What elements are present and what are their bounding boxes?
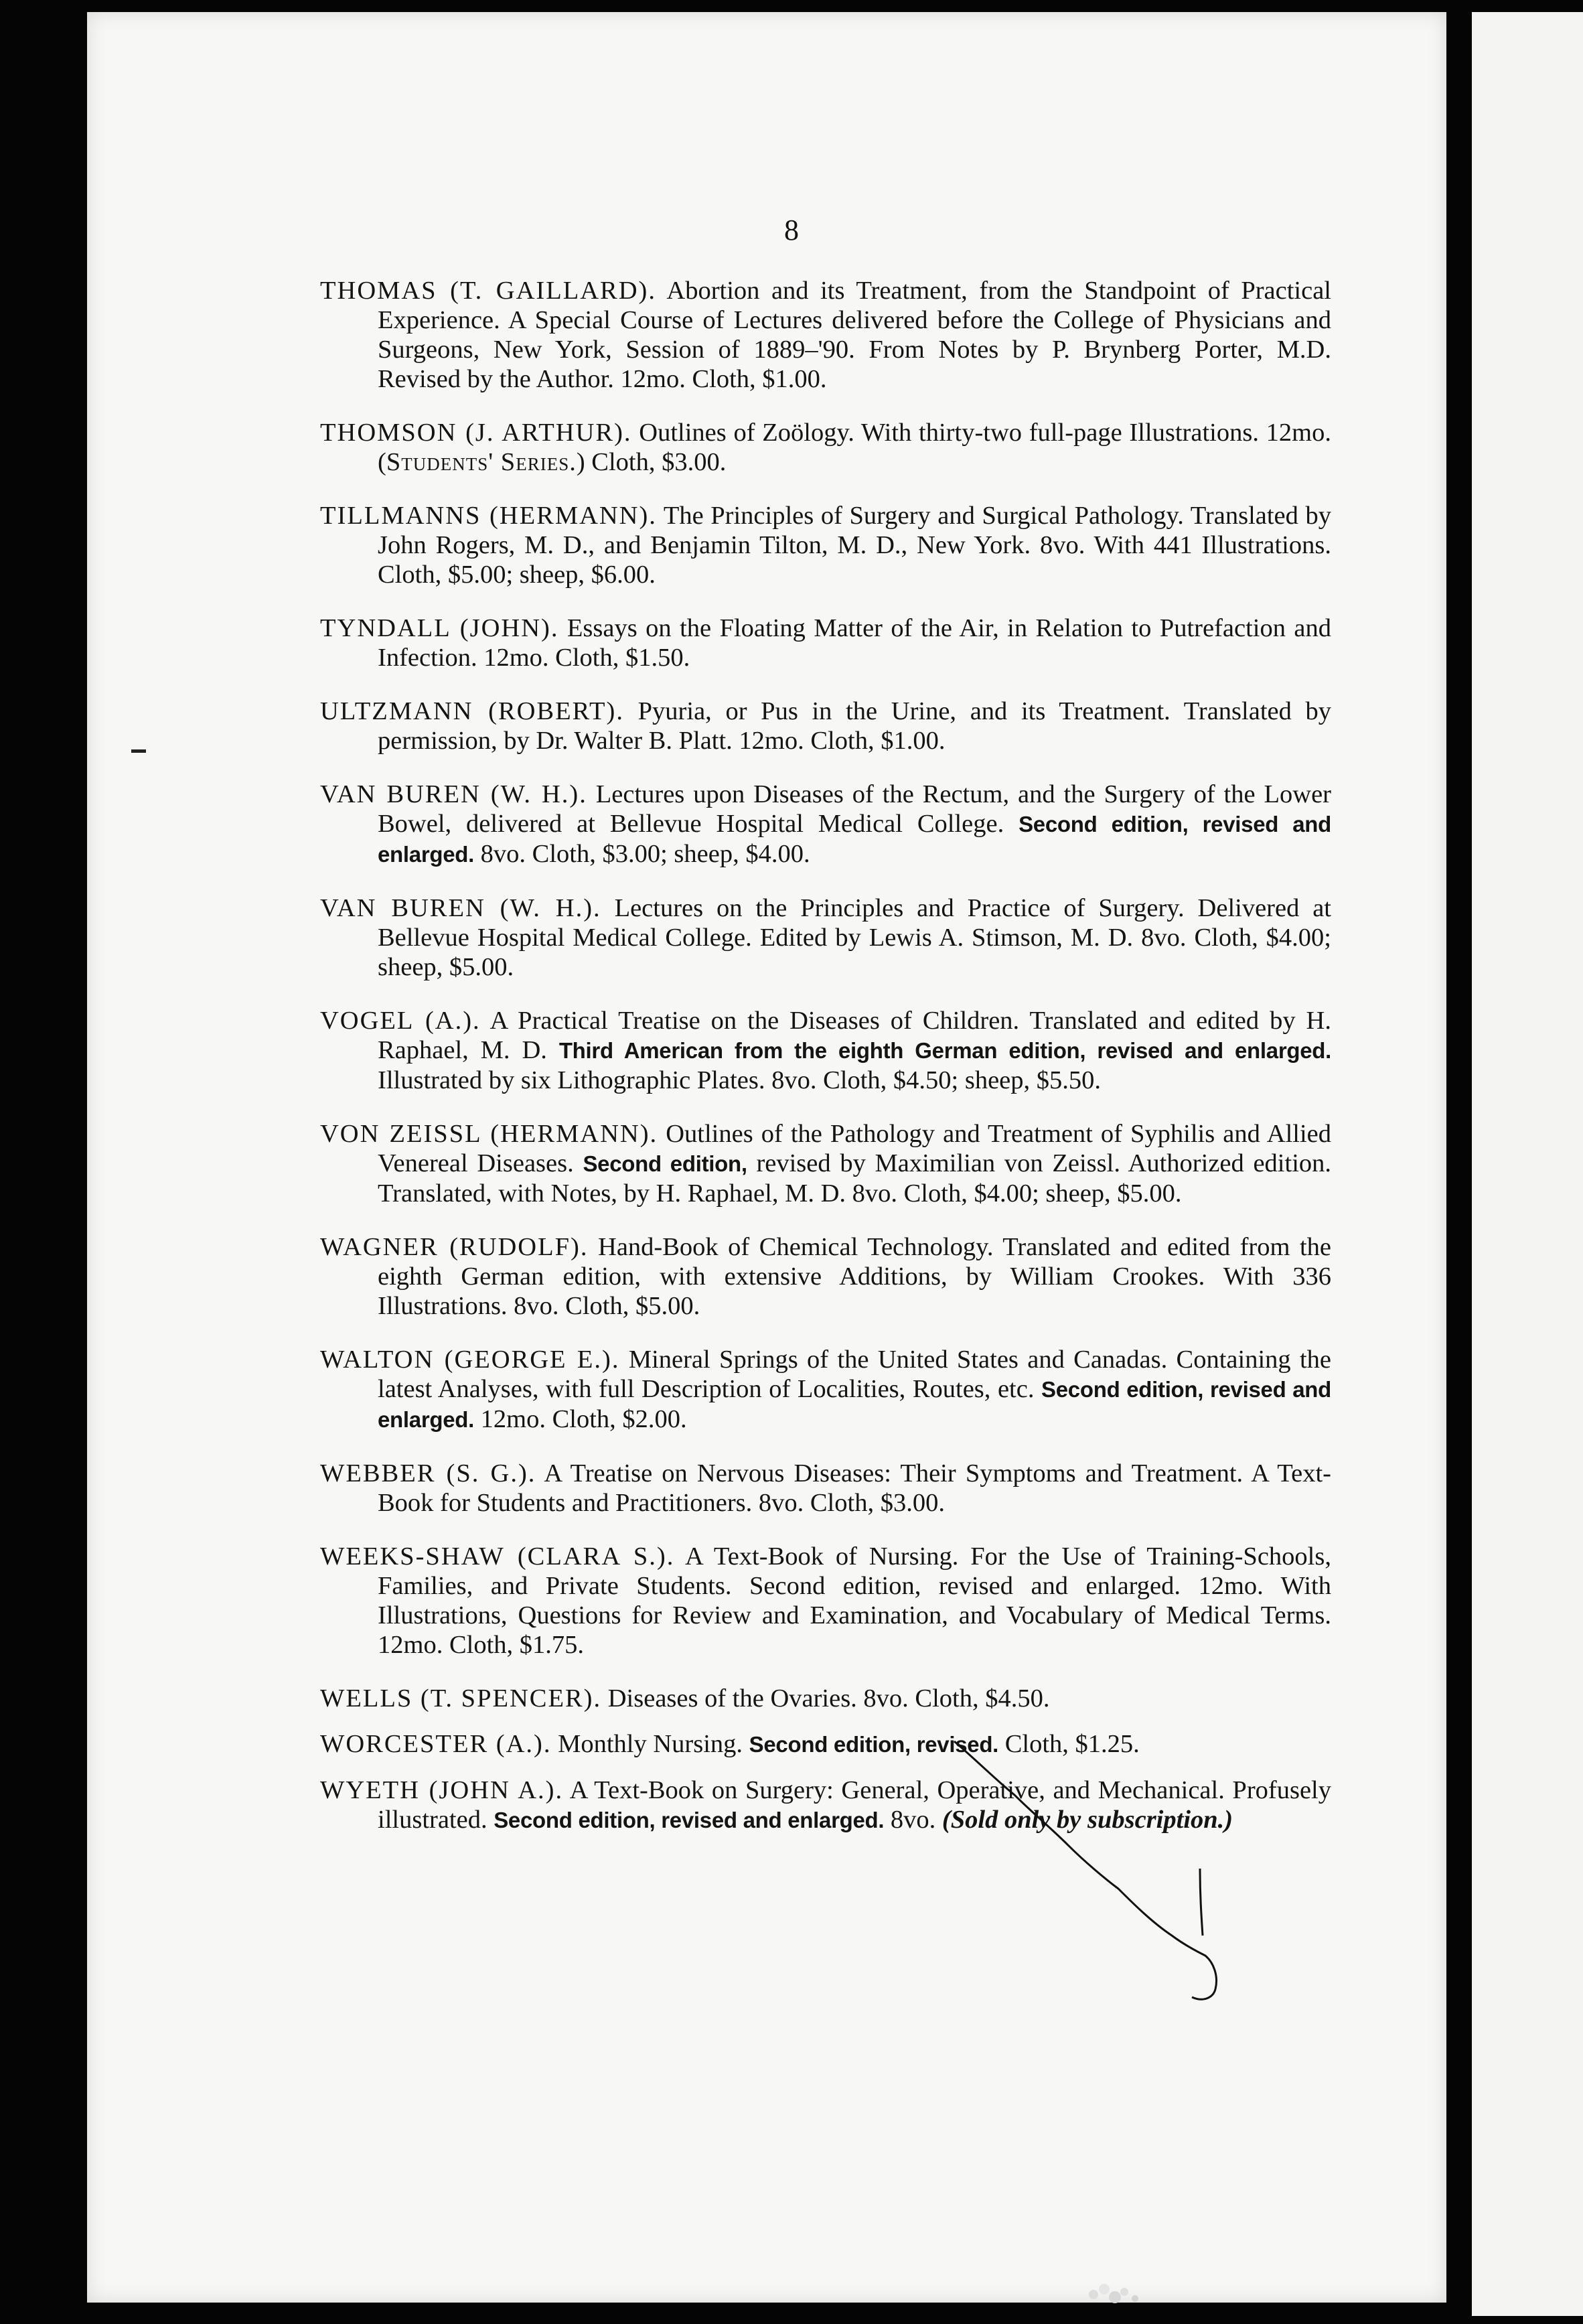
- entry-price: revised by Maximilian von Zeissl. Authorized edition. Translated, with Notes, by H. Raphael, M. D. 8vo. Cloth, $4.00; sheep, $5.00.: [378, 1149, 1332, 1208]
- catalog-entry-weeks-shaw: [320, 1542, 1331, 1660]
- catalog-entry-tyndall: [320, 613, 1331, 672]
- entry-author: WALTON (GEORGE E.).: [320, 1346, 620, 1374]
- entry-description: A Treatise on Nervous Diseases: Their Symptoms and Treatment. A Text-Book for Students and Practitioners. 8vo. Cloth, $3.00.: [378, 1459, 1331, 1517]
- entry-price: 8vo. Cloth, $3.00; sheep, $4.00.: [480, 840, 810, 868]
- entry-author: VAN BUREN (W. H.).: [320, 894, 601, 922]
- entry-note: (Sold only by subscription.): [941, 1806, 1233, 1834]
- catalog-entry-wells: [320, 1684, 1331, 1713]
- entry-description: Mineral Springs of the United States and Canadas. Containing the latest Analyses, with full Description of Localities, Routes, etc.: [378, 1346, 1332, 1403]
- entry-author: TILLMANNS (HERMANN).: [320, 502, 657, 530]
- catalog-entry-tillmanns: [320, 501, 1331, 589]
- entry-author: VOGEL (A.).: [320, 1007, 481, 1035]
- catalog-entry-wagner: [320, 1232, 1331, 1321]
- entry-price: Illustrated by six Lithographic Plates. 8vo. Cloth, $4.50; sheep, $5.50.: [378, 1066, 1102, 1094]
- pen-scribble-mark: [951, 1735, 1259, 2016]
- entry-description: Diseases of the Ovaries. 8vo. Cloth, $4.50.: [607, 1684, 1050, 1713]
- entry-description: Lectures on the Principles and Practice of Surgery. Delivered at Bellevue Hospital Medical College. Edited by Lewis A. Stimson, M. D. 8vo. Cloth, $4.00; sheep, $5.00.: [378, 894, 1331, 981]
- entry-author: VAN BUREN (W. H.).: [320, 780, 587, 808]
- entry-description: Pyuria, or Pus in the Urine, and its Treatment. Translated by permission, by Dr. Walter B. Platt. 12mo. Cloth, $1.00.: [378, 697, 1332, 755]
- entry-edition: Second edition, revised and enlarged.: [378, 812, 1331, 867]
- entry-author: VON ZEISSL (HERMANN).: [320, 1120, 658, 1148]
- entry-description: Essays on the Floating Matter of the Air, in Relation to Putrefaction and Infection. 12mo. Cloth, $1.50.: [378, 614, 1332, 672]
- entry-description: Monthly Nursing.: [558, 1730, 743, 1758]
- entry-description: Abortion and its Treatment, from the Standpoint of Practical Experience. A Special Course of Lectures delivered before the College of Physicians and Surgeons, New York, Session of 1889–'90. From Notes by P. Brynberg Porter, M.D. Revised by the Author. 12mo. Cloth, $1.00.: [378, 277, 1331, 393]
- entry-description: A Practical Treatise on the Diseases of Children. Translated and edited by H. Raphael, M. D.: [378, 1007, 1331, 1064]
- entry-description: A Text-Book on Surgery: General, Operative, and Mechanical. Profusely illustrated.: [378, 1776, 1331, 1834]
- entry-author: TYNDALL (JOHN).: [320, 614, 559, 642]
- page-number: 8: [784, 214, 799, 246]
- entry-series: Students' Series.: [386, 448, 577, 476]
- entry-author: WEEKS-SHAW (CLARA S.).: [320, 1542, 675, 1571]
- entry-description: The Principles of Surgery and Surgical Pathology. Translated by John Rogers, M. D., and Benjamin Tilton, M. D., New York. 8vo. With 441 Illustrations. Cloth, $5.00; sheep, $6.00.: [378, 502, 1331, 589]
- margin-mark: [131, 749, 146, 753]
- entry-edition: Second edition, revised and enlarged.: [378, 1377, 1331, 1432]
- entry-price: 12mo. Cloth, $2.00.: [480, 1405, 687, 1433]
- catalog-entry-vogel: [320, 1006, 1331, 1095]
- entry-description: Outlines of the Pathology and Treatment of Syphilis and Allied Venereal Diseases.: [378, 1120, 1332, 1177]
- catalog-entry-von-zeissl: [320, 1119, 1331, 1208]
- entry-description: Hand-Book of Chemical Technology. Translated and edited from the eighth German edition, with extensive Additions, by William Crookes. With 336 Illustrations. 8vo. Cloth, $5.00.: [378, 1233, 1332, 1320]
- catalog-entry-thomson: [320, 418, 1331, 477]
- entry-author: THOMAS (T. GAILLARD).: [320, 277, 656, 305]
- entry-format: 8vo.: [890, 1806, 936, 1834]
- entry-description: A Text-Book of Nursing. For the Use of Training-Schools, Families, and Private Students. Second edition, revised and enlarged. 12mo. With Illustrations, Questions for Review and Examination, and Vocabulary of Medical Terms. 12mo. Cloth, $1.75.: [378, 1542, 1331, 1659]
- entry-price: Cloth, $1.25.: [1004, 1730, 1140, 1758]
- catalog-entries: [320, 276, 1331, 1859]
- entry-edition: Second edition, revised and enlarged.: [494, 1808, 885, 1832]
- facing-page-edge: [1472, 12, 1583, 2316]
- entry-description: Outlines of Zoölogy. With thirty-two full-page Illustrations. 12mo. (: [378, 419, 1332, 476]
- entry-author: THOMSON (J. ARTHUR).: [320, 419, 632, 447]
- catalog-entry-van-buren-rectum: [320, 780, 1331, 869]
- entry-author: WELLS (T. SPENCER).: [320, 1684, 602, 1713]
- entry-author: ULTZMANN (ROBERT).: [320, 697, 624, 725]
- catalog-entry-thomas: [320, 276, 1331, 394]
- entry-author: WYETH (JOHN A.).: [320, 1776, 564, 1804]
- catalog-entry-van-buren-surgery: [320, 893, 1331, 982]
- entry-author: WAGNER (RUDOLF).: [320, 1233, 589, 1261]
- catalog-entry-walton: [320, 1345, 1331, 1435]
- catalog-entry-webber: [320, 1459, 1331, 1518]
- entry-description-end: ) Cloth, $3.00.: [576, 448, 727, 476]
- entry-description: Lectures upon Diseases of the Rectum, and the Surgery of the Lower Bowel, delivered at Bellevue Hospital Medical College.: [378, 780, 1331, 838]
- entry-author: WEBBER (S. G.).: [320, 1459, 536, 1487]
- bottom-ink-specks: [1081, 2276, 1148, 2316]
- entry-edition: Second edition,: [583, 1151, 747, 1176]
- entry-edition: Third American from the eighth German edition, revised and enlarged.: [558, 1038, 1332, 1063]
- catalog-entry-ultzmann: [320, 697, 1331, 755]
- entry-author: WORCESTER (A.).: [320, 1730, 552, 1758]
- entry-edition: Second edition, revised.: [749, 1732, 999, 1757]
